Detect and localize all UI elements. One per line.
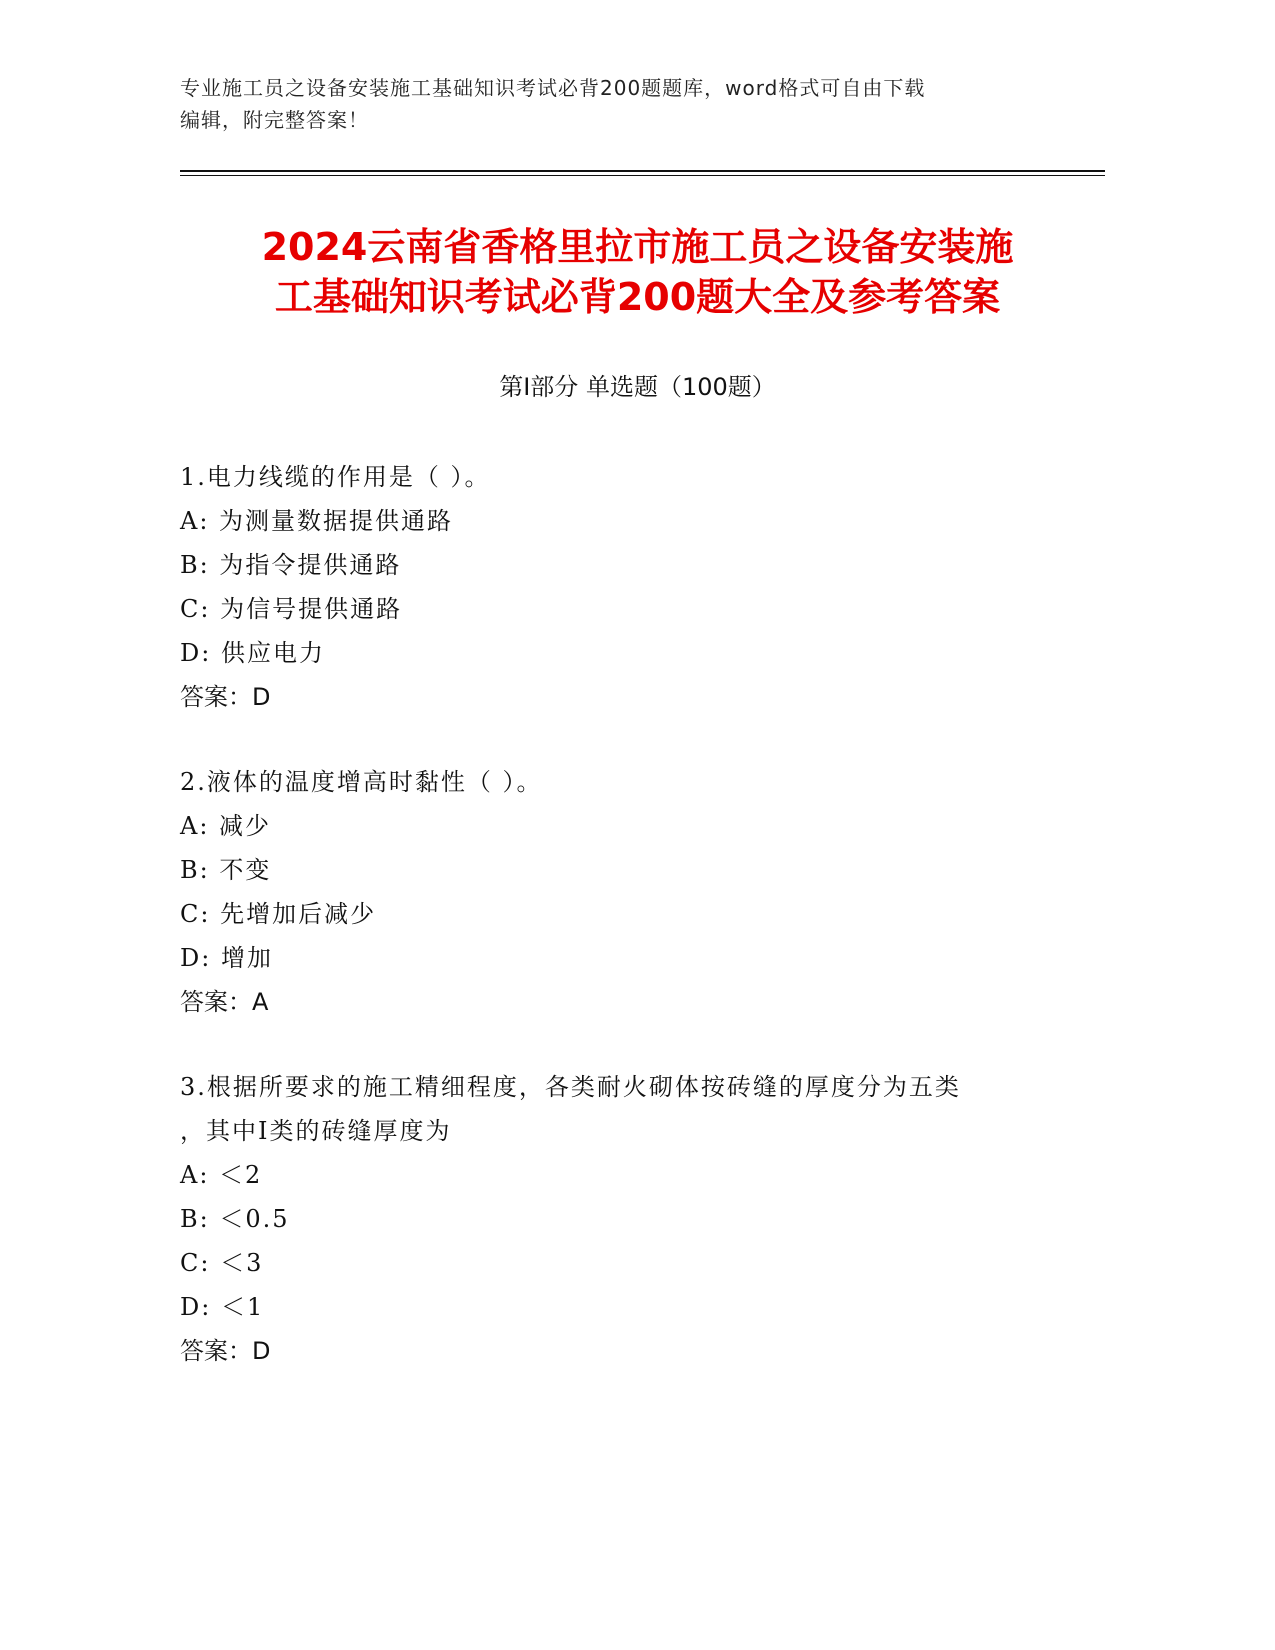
question-2 [180, 760, 1080, 1024]
question-1 [180, 455, 1080, 719]
option-c: C: 为信号提供通路 [180, 595, 403, 623]
option-a: A: 为测量数据提供通路 [180, 507, 454, 535]
option-d: D: ＜1 [180, 1293, 265, 1321]
option-c: C: 先增加后减少 [180, 900, 377, 928]
option-a: A: 减少 [180, 812, 272, 840]
answer-line: 答案：D [180, 683, 271, 711]
header-note-line2: 编辑，附完整答案！ [180, 108, 369, 132]
option-d: D: 增加 [180, 944, 273, 972]
option-c: C: ＜3 [180, 1249, 264, 1277]
header-note-line1: 专业施工员之设备安装施工基础知识考试必背200题题库，word格式可自由下载 [180, 76, 926, 100]
option-a: A: ＜2 [180, 1161, 263, 1189]
answer-line: 答案：A [180, 988, 269, 1016]
question-stem-line2: ，其中Ⅰ类的砖缝厚度为 [180, 1117, 452, 1145]
document-title [0, 222, 1275, 322]
question-stem: 2.液体的温度增高时黏性（ ）。 [180, 768, 543, 796]
question-stem: 1.电力线缆的作用是（ ）。 [180, 463, 491, 491]
header-rule-thin [180, 175, 1105, 176]
document-title-line1: 2024云南省香格里拉市施工员之设备安装施 [261, 225, 1014, 269]
header-note [180, 72, 1080, 136]
section-heading: 第Ⅰ部分 单选题（100题） [499, 373, 776, 401]
answer-line: 答案：D [180, 1337, 271, 1365]
option-d: D: 供应电力 [180, 639, 325, 667]
question-3 [180, 1065, 1080, 1373]
option-b: B: 不变 [180, 856, 272, 884]
document-title-line2: 工基础知识考试必背200题大全及参考答案 [274, 275, 1001, 319]
option-b: B: ＜0.5 [180, 1205, 290, 1233]
option-b: B: 为指令提供通路 [180, 551, 402, 579]
question-stem-line1: 3.根据所要求的施工精细程度，各类耐火砌体按砖缝的厚度分为五类 [180, 1073, 961, 1101]
header-rule-thick [180, 170, 1105, 172]
